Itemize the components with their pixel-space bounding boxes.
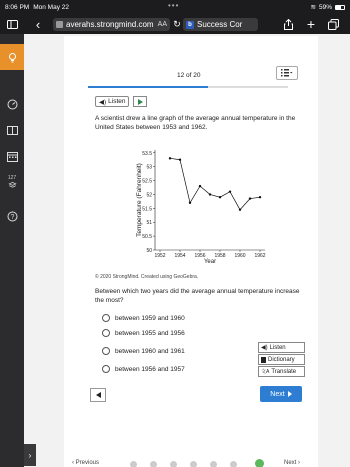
battery-icon: [335, 5, 345, 10]
sidebar-badge: 127: [7, 175, 17, 181]
play-icon: [138, 99, 143, 105]
y-tick-label: 50.5: [142, 234, 152, 241]
translate-icon: 文A: [261, 369, 270, 375]
option-label: between 1960 and 1961: [115, 347, 185, 355]
x-tick-label: 1952: [154, 253, 166, 259]
page-dot[interactable]: [170, 461, 177, 467]
previous-label: Previous: [75, 460, 100, 466]
book-icon[interactable]: [0, 122, 24, 138]
current-page-dot[interactable]: [255, 459, 264, 467]
chevron-right-icon: ›: [28, 450, 32, 460]
site-favicon-icon: [56, 21, 63, 28]
tool-label: Translate: [271, 368, 297, 375]
data-point: [249, 197, 251, 199]
tools-panel: [258, 342, 305, 378]
tool-label: Dictionary: [268, 356, 295, 363]
battery-percent: 59%: [318, 3, 332, 11]
new-tab-icon[interactable]: +: [306, 16, 316, 32]
tool-label: Listen: [269, 344, 286, 351]
url-text: averahs.strongmind.com: [66, 20, 154, 29]
data-point: [169, 157, 171, 159]
y-tick-label: 53: [146, 164, 152, 171]
tab-success[interactable]: [183, 18, 258, 31]
tool-translate[interactable]: [258, 366, 305, 377]
page-dot[interactable]: [130, 461, 137, 467]
back-button[interactable]: [90, 388, 106, 402]
address-bar[interactable]: [53, 18, 170, 31]
share-icon[interactable]: [282, 17, 294, 31]
next-link-label: Next: [284, 460, 297, 466]
calendar-icon[interactable]: [0, 148, 24, 164]
data-point: [199, 185, 201, 187]
back-icon[interactable]: ‹: [35, 16, 41, 32]
page-dot[interactable]: [150, 461, 157, 467]
reader-aa-button[interactable]: AA: [157, 21, 167, 28]
next-link[interactable]: Next ›: [284, 460, 301, 466]
radio-button[interactable]: [102, 365, 110, 373]
option-label: between 1955 and 1956: [115, 329, 185, 337]
listen-label: Listen: [108, 98, 126, 105]
stack-icon[interactable]: [0, 172, 24, 192]
sidebar-toggle-icon[interactable]: [5, 17, 19, 31]
answer-option-2[interactable]: [102, 328, 185, 338]
question-counter: 12 of 20: [177, 72, 201, 79]
answer-option-1[interactable]: [102, 313, 185, 323]
y-tick-label: 51: [146, 220, 152, 227]
previous-link[interactable]: ‹ Previous: [72, 460, 100, 466]
tool-listen[interactable]: [258, 342, 305, 353]
data-point: [189, 202, 191, 204]
tab-title: Success Cor: [197, 20, 243, 29]
dictionary-icon: [261, 357, 266, 363]
tool-dictionary[interactable]: [258, 354, 305, 365]
question-prompt: A scientist drew a line graph of the average annual temperature in the United States between 1953 and 1962.: [95, 115, 296, 131]
temperature-line-chart: [95, 142, 275, 272]
progress-fill: [88, 86, 208, 88]
app-sidebar: [0, 34, 24, 467]
x-tick-label: 1958: [214, 253, 226, 259]
x-tick-label: 1954: [174, 253, 186, 259]
x-axis-label: Year: [203, 259, 217, 265]
status-time: 8:06 PM: [5, 3, 30, 11]
data-point: [229, 190, 231, 192]
status-date: Mon May 22: [33, 3, 69, 11]
page-dot[interactable]: [210, 461, 217, 467]
x-tick-label: 1962: [254, 253, 266, 259]
y-axis-label: Temperature (Fahrenheit): [136, 163, 143, 237]
option-label: between 1959 and 1960: [115, 314, 185, 322]
next-label: Next: [270, 390, 285, 398]
wifi-icon: ≋: [310, 4, 316, 11]
y-tick-label: 50: [146, 248, 152, 254]
data-point: [259, 196, 261, 198]
list-menu-icon: [281, 69, 293, 77]
question-text: Between which two years did the average annual temperature increase the most?: [95, 288, 300, 304]
radio-button[interactable]: [102, 314, 110, 322]
lightbulb-icon[interactable]: [0, 44, 24, 70]
help-icon[interactable]: [0, 208, 24, 224]
radio-button[interactable]: [102, 347, 110, 355]
data-point: [209, 193, 211, 195]
y-tick-label: 51.5: [142, 206, 152, 213]
gauge-icon[interactable]: [0, 96, 24, 112]
answer-option-3[interactable]: [102, 346, 185, 356]
speaker-icon: ◀): [99, 98, 107, 106]
x-tick-label: 1956: [194, 253, 206, 259]
tabs-overview-icon[interactable]: [326, 17, 340, 31]
data-point: [219, 196, 221, 198]
y-tick-label: 52.5: [142, 178, 152, 185]
browser-toolbar: [0, 14, 350, 34]
data-point: [239, 209, 241, 211]
tab-favicon-icon: b: [186, 21, 194, 29]
progress-bar: [88, 86, 288, 88]
back-arrow-icon: [96, 392, 101, 398]
svg-text:?: ?: [10, 213, 14, 221]
next-arrow-icon: [288, 391, 292, 397]
reload-icon[interactable]: ↻: [173, 18, 181, 29]
question-menu-button[interactable]: [276, 66, 298, 80]
page-dot[interactable]: [190, 461, 197, 467]
multitask-dots-icon[interactable]: •••: [168, 1, 180, 10]
status-bar: [0, 0, 350, 14]
answer-option-4[interactable]: [102, 364, 185, 374]
option-label: between 1956 and 1957: [115, 365, 185, 373]
x-tick-label: 1960: [234, 253, 246, 259]
expand-sidebar-tab[interactable]: [24, 444, 36, 466]
play-button[interactable]: [133, 96, 147, 107]
data-line: [170, 158, 260, 209]
y-tick-label: 52: [146, 192, 152, 199]
next-button[interactable]: [260, 386, 302, 402]
data-point: [179, 159, 181, 161]
speaker-icon: ◀): [261, 345, 268, 351]
page-dot[interactable]: [230, 461, 237, 467]
chart-credit: © 2020 StrongMind. Created using GeoGebra.: [95, 274, 199, 280]
listen-button[interactable]: [95, 96, 129, 107]
radio-button[interactable]: [102, 329, 110, 337]
y-tick-label: 53.5: [142, 150, 152, 157]
